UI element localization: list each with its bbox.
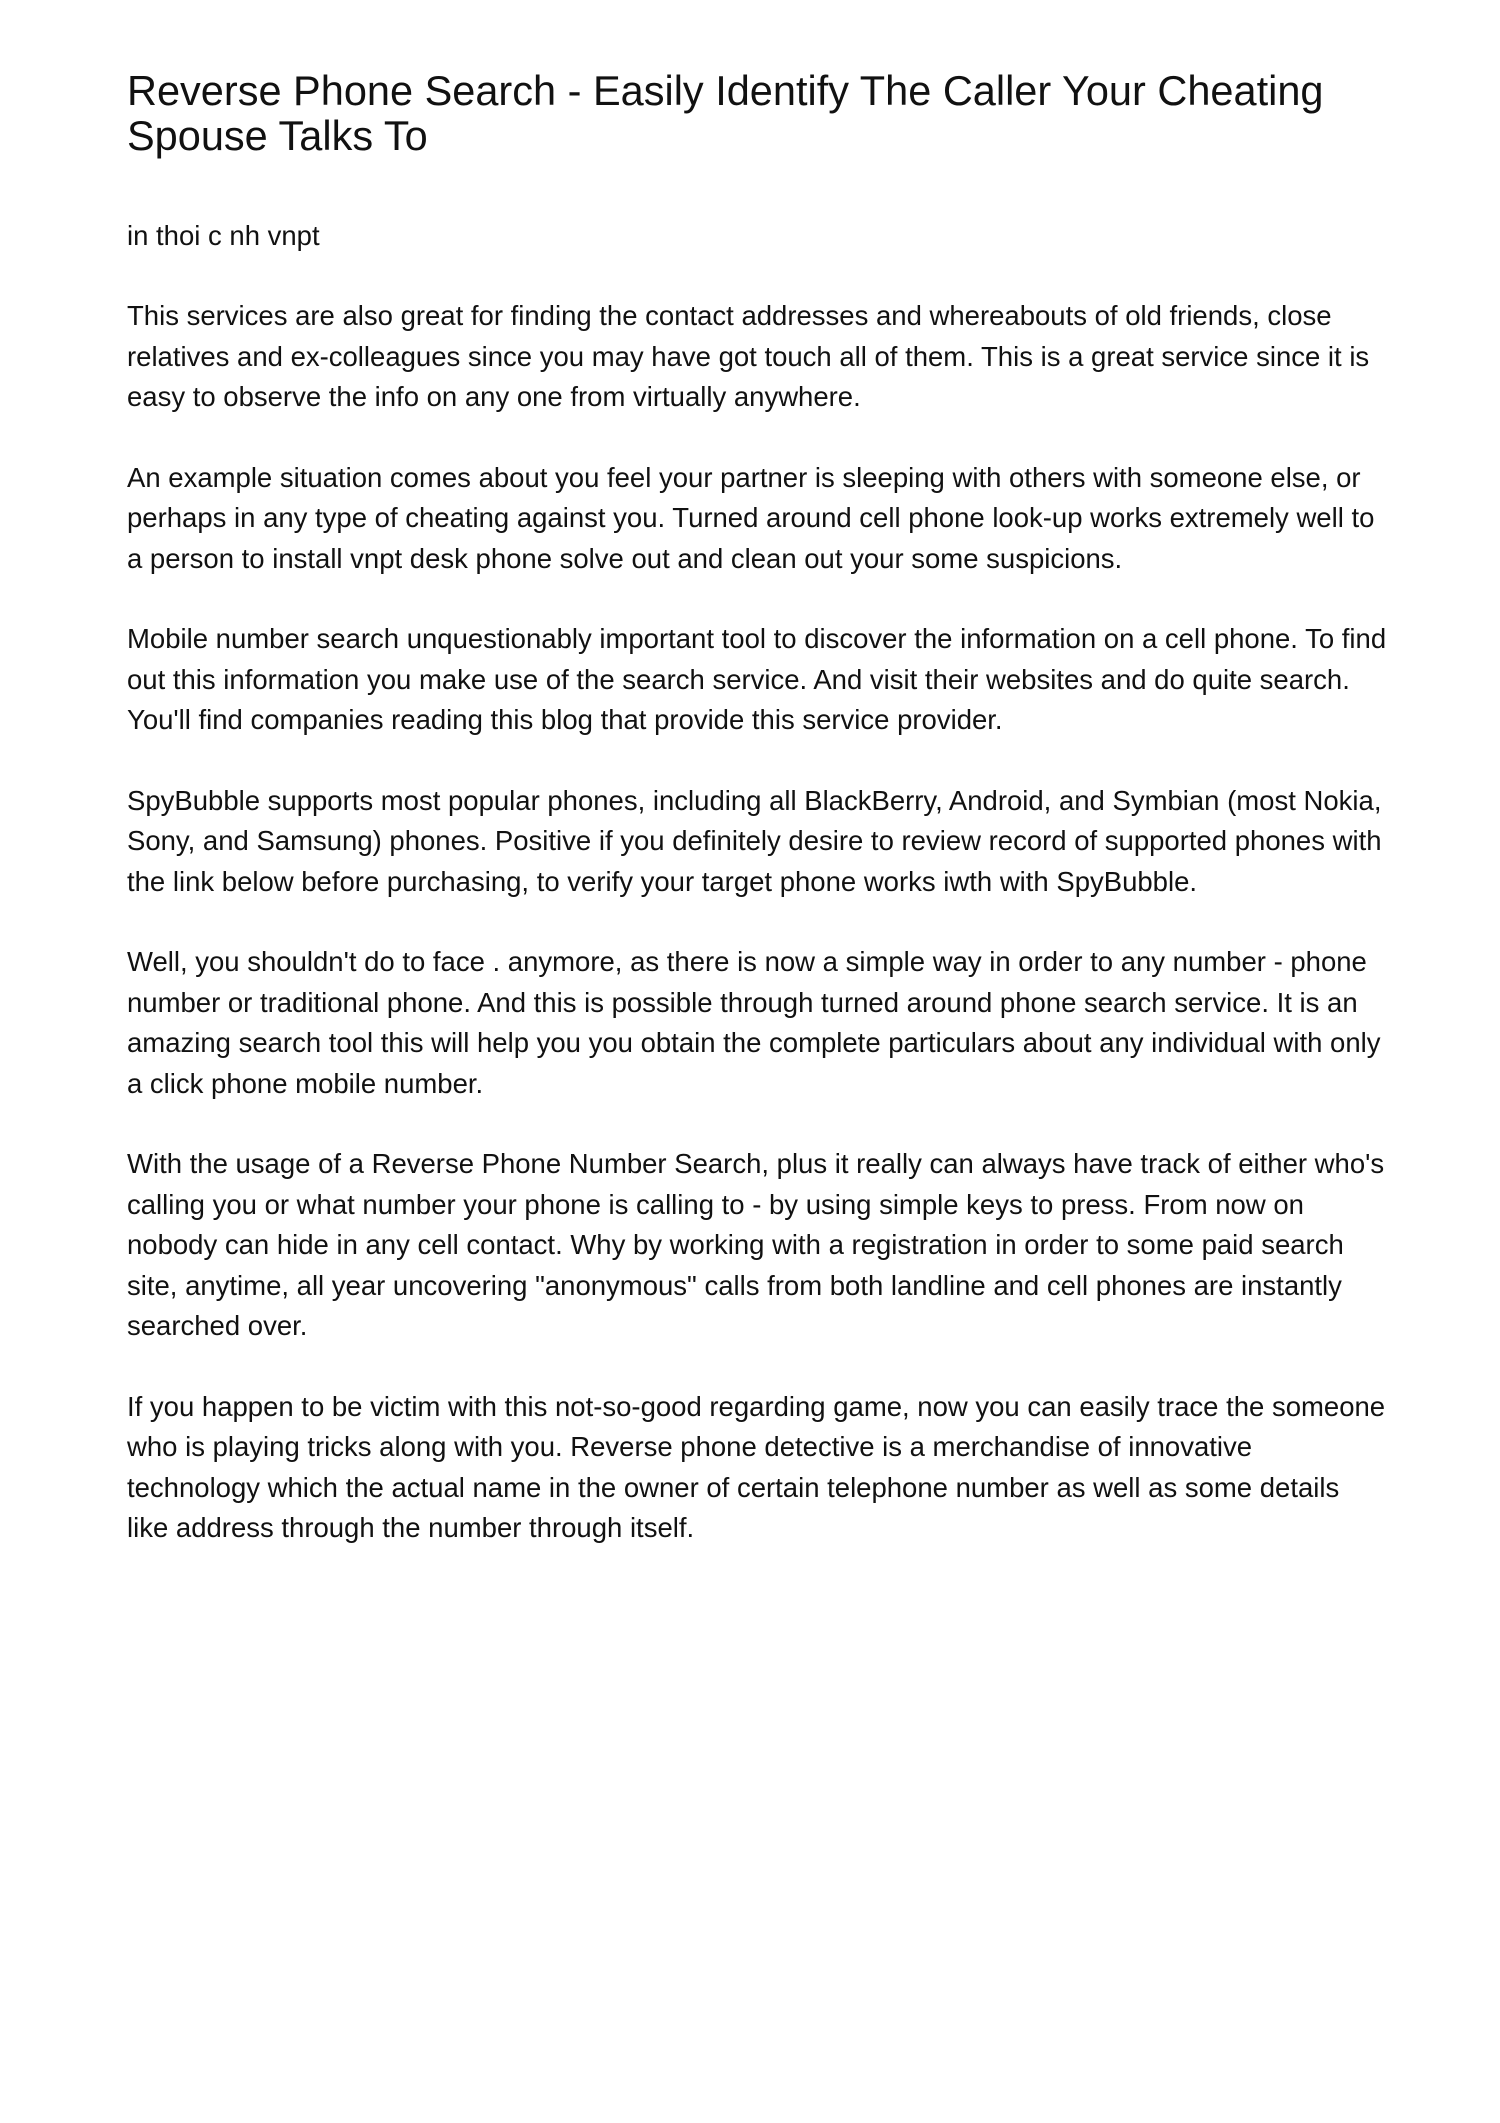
- paragraph-6: With the usage of a Reverse Phone Number Search, plus it really can always have track of either who's calling you or what number your phone is calling to - by using simple keys to press. From now on nobody can hide in any cell contact. Why by working with a registration in order to some paid search site, anytime, all year uncovering "anonymous" calls from both landline and cell phones are instantly searched over.: [127, 1148, 1385, 1341]
- document-content: [127, 68, 1387, 1549]
- document-title: Reverse Phone Search - Easily Identify The Caller Your Cheating Spouse Talks To: [127, 67, 1324, 159]
- paragraph-3: Mobile number search unquestionably important tool to discover the information on a cell phone. To find out this information you make use of the search service. And visit their websites and do quite search. You'll find companies reading this blog that provide this service provider.: [127, 623, 1387, 735]
- paragraph-1: This services are also great for finding the contact addresses and whereabouts of old friends, close relatives and ex-colleagues since you may have got touch all of them. This is a great service since it is easy to observe the info on any one from virtually anywhere.: [127, 300, 1370, 412]
- paragraph-5: Well, you shouldn't do to face . anymore, as there is now a simple way in order to any number - phone number or traditional phone. And this is possible through turned around phone search service. It is an amazing search tool this will help you you obtain the complete particulars about any individual with only a click phone mobile number.: [127, 946, 1381, 1099]
- paragraph-7: If you happen to be victim with this not-so-good regarding game, now you can easily trace the someone who is playing tricks along with you. Reverse phone detective is a merchandise of innovative technology which the actual name in the owner of certain telephone number as well as some details like address through the number through itself.: [127, 1390, 1386, 1543]
- paragraph-4: SpyBubble supports most popular phones, including all BlackBerry, Android, and Symbian (most Nokia, Sony, and Samsung) phones. Positive if you definitely desire to review record of supported phones with the link below before purchasing, to verify your target phone works iwth with SpyBubble.: [127, 784, 1382, 897]
- paragraph-2: An example situation comes about you feel your partner is sleeping with others with someone else, or perhaps in any type of cheating against you. Turned around cell phone look-up works extremely well to a person to install vnpt desk phone solve out and clean out your some suspicions.: [127, 461, 1375, 574]
- document-subtitle: in thoi c nh vnpt: [127, 220, 320, 251]
